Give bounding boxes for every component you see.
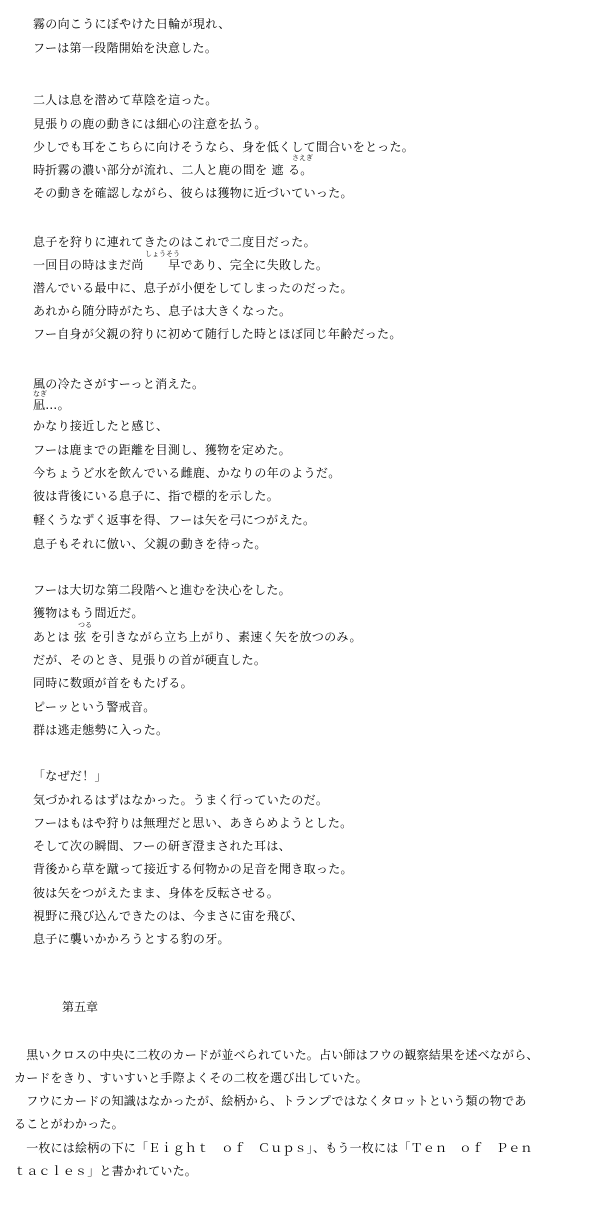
- prose-line: ｔａｃｌｅｓ」と書かれていた。: [14, 1164, 198, 1178]
- text-line: 背後から草を蹴って接近する何物かの足音を聞き取った。: [33, 862, 353, 876]
- text-line: フーは第一段階開始を決意した。: [33, 41, 218, 55]
- prose-line: 一枚には絵柄の下に「Ｅｉｇｈｔ ｏｆ Ｃｕｐｓ」、もう一枚には「Ｔｅｎ ｏｆ Ｐｅｎ: [14, 1141, 533, 1155]
- text-line: その動きを確認しながら、彼らは獲物に近づいていった。: [33, 186, 353, 200]
- ruby-annotation: つる: [78, 621, 92, 629]
- text-line: 群は逃走態勢に入った。: [33, 723, 169, 737]
- text-line: 少しでも耳をこちらに向けそうなら、身を低くして間合いをとった。: [33, 140, 415, 154]
- ruby-annotation: しょうそう: [145, 250, 180, 258]
- text-line: フーはもはや狩りは無理だと思い、あきらめようとした。: [33, 816, 353, 830]
- text-line: 軽くうなずく返事を得、フーは矢を弓につがえた。: [33, 513, 316, 527]
- ruby-annotation: なぎ: [33, 390, 47, 398]
- text-line: フー自身が父親の狩りに初めて随行した時とほぼ同じ年齢だった。: [33, 327, 402, 341]
- text-line: 「なぜだ！」: [33, 769, 107, 783]
- ruby-annotation: さえぎ: [292, 154, 313, 162]
- text-line: 彼は矢をつがえたまま、身体を反転させる。: [33, 886, 280, 900]
- text-line: 気づかれるはずはなかった。うまく行っていたのだ。: [33, 793, 329, 807]
- text-line: 凪…。: [33, 398, 70, 412]
- prose-line: 黒いクロスの中央に二枚のカードが並べられていた。占い師はフウの観察結果を述べながら、: [14, 1048, 539, 1062]
- text-line: 息子を狩りに連れてきたのはこれで二度目だった。: [33, 235, 316, 249]
- text-line: 視野に飛び込んできたのは、今まさに宙を飛び、: [33, 909, 304, 923]
- text-line: 霧の向こうにぼやけた日輪が現れ、: [33, 17, 231, 31]
- text-line: あとは 弦 を引きながら立ち上がり、素速く矢を放つのみ。: [33, 630, 362, 644]
- text-line: かなり接近したと感じ、: [33, 419, 169, 433]
- text-line: フーは鹿までの距離を目測し、獲物を定めた。: [33, 443, 291, 457]
- text-line: 同時に数頭が首をもたげる。: [33, 676, 193, 690]
- prose-line: フウにカードの知識はなかったが、絵柄から、トランプではなくタロットという類の物であ: [14, 1094, 527, 1108]
- text-line: ピーッという警戒音。: [33, 700, 156, 714]
- prose-line: カードをきり、すいすいと手際よくその二枚を選び出していた。: [14, 1071, 368, 1085]
- chapter-title: 第五章: [62, 1000, 99, 1014]
- text-line: 時折霧の濃い部分が流れ、二人と鹿の間を 遮 る。: [33, 163, 313, 177]
- text-line: 潜んでいる最中に、息子が小便をしてしまったのだった。: [33, 281, 353, 295]
- text-line: そして次の瞬間、フーの研ぎ澄まされた耳は、: [33, 839, 291, 853]
- text-line: フーは大切な第二段階へと進むを決心をした。: [33, 583, 291, 597]
- text-line: 一回目の時はまだ尚 早であり、完全に失敗した。: [33, 258, 329, 272]
- text-line: 息子もそれに倣い、父親の動きを待った。: [33, 537, 267, 551]
- text-line: 彼は背後にいる息子に、指で標的を示した。: [33, 489, 280, 503]
- text-line: 今ちょうど水を飲んでいる雌鹿、かなりの年のようだ。: [33, 466, 341, 480]
- text-line: 息子に襲いかかろうとする豹の牙。: [33, 932, 230, 946]
- text-line: 風の冷たさがすーっと消えた。: [33, 377, 205, 391]
- text-line: だが、そのとき、見張りの首が硬直した。: [33, 653, 267, 667]
- text-line: 獲物はもう間近だ。: [33, 606, 144, 620]
- prose-line: ることがわかった。: [14, 1117, 124, 1131]
- text-line: 見張りの鹿の動きには細心の注意を払う。: [33, 117, 267, 131]
- text-line: あれから随分時がたち、息子は大きくなった。: [33, 304, 292, 318]
- text-line: 二人は息を潜めて草陰を這った。: [33, 93, 218, 107]
